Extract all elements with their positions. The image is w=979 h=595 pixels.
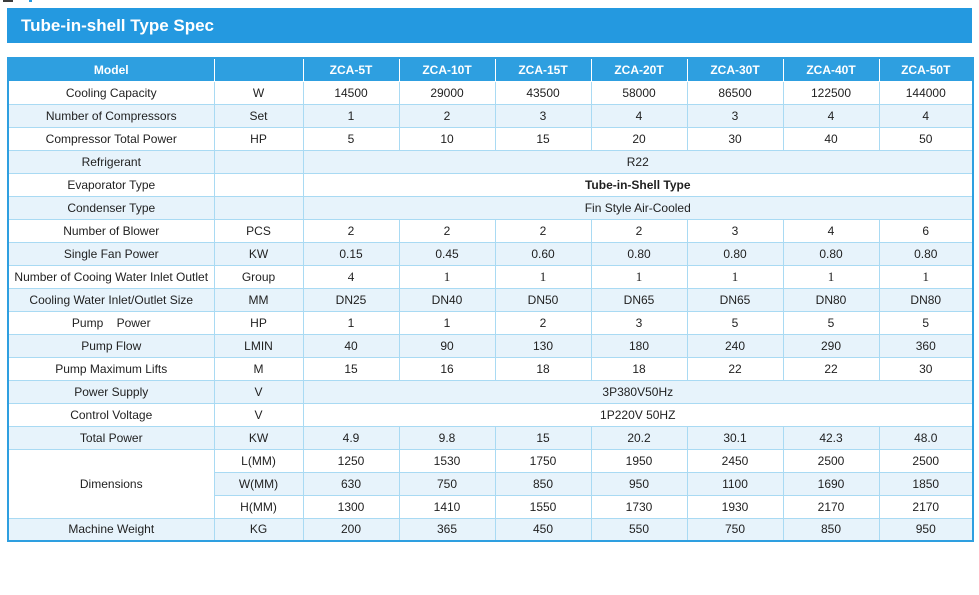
merged-value-cell: R22 [303, 150, 973, 173]
spec-value-cell: 1850 [879, 472, 973, 495]
row-unit: HP [214, 311, 303, 334]
spec-value-cell: 2 [399, 219, 495, 242]
row-unit: Set [214, 104, 303, 127]
spec-value-cell: 850 [783, 518, 879, 541]
spec-value-cell: 86500 [687, 81, 783, 104]
spec-value-cell: 50 [879, 127, 973, 150]
spec-value-cell: 30 [687, 127, 783, 150]
spec-value-cell: 1 [399, 311, 495, 334]
row-unit: M [214, 357, 303, 380]
spec-value-cell: 950 [591, 472, 687, 495]
spec-value-cell: 5 [879, 311, 973, 334]
spec-value-cell: 0.80 [783, 242, 879, 265]
spec-row [8, 196, 973, 219]
spec-value-cell: 15 [495, 426, 591, 449]
spec-value-cell: 0.15 [303, 242, 399, 265]
spec-value-cell: 1 [399, 265, 495, 288]
row-label: Pump Maximum Lifts [8, 357, 214, 380]
spec-value-cell: 180 [591, 334, 687, 357]
spec-value-cell: 43500 [495, 81, 591, 104]
spec-value-cell: 0.60 [495, 242, 591, 265]
spec-value-cell: 1950 [591, 449, 687, 472]
spec-value-cell: 4 [303, 265, 399, 288]
spec-value-cell: 630 [303, 472, 399, 495]
spec-value-cell: 10 [399, 127, 495, 150]
spec-value-cell: 3 [591, 311, 687, 334]
row-label: Evaporator Type [8, 173, 214, 196]
row-unit: PCS [214, 219, 303, 242]
spec-value-cell: 360 [879, 334, 973, 357]
spec-value-cell: 2 [495, 219, 591, 242]
spec-value-cell: DN25 [303, 288, 399, 311]
spec-value-cell: 6 [879, 219, 973, 242]
table-header-row [8, 58, 973, 81]
spec-value-cell: 130 [495, 334, 591, 357]
spec-value-cell: 14500 [303, 81, 399, 104]
spec-row [8, 104, 973, 127]
row-unit: MM [214, 288, 303, 311]
row-unit: W [214, 81, 303, 104]
row-label: Control Voltage [8, 403, 214, 426]
spec-value-cell: 20.2 [591, 426, 687, 449]
row-label: Compressor Total Power [8, 127, 214, 150]
model-column-header: ZCA-10T [399, 58, 495, 81]
spec-row [8, 81, 973, 104]
row-label: Number of Blower [8, 219, 214, 242]
spec-value-cell: 30.1 [687, 426, 783, 449]
row-unit: HP [214, 127, 303, 150]
model-column-header: ZCA-50T [879, 58, 973, 81]
spec-value-cell: 30 [879, 357, 973, 380]
spec-value-cell: 4 [591, 104, 687, 127]
row-unit: KG [214, 518, 303, 541]
spec-value-cell: 22 [783, 357, 879, 380]
spec-value-cell: DN40 [399, 288, 495, 311]
spec-value-cell: 1300 [303, 495, 399, 518]
spec-value-cell: 42.3 [783, 426, 879, 449]
spec-value-cell: 2 [591, 219, 687, 242]
spec-value-cell: 2170 [879, 495, 973, 518]
spec-value-cell: 0.45 [399, 242, 495, 265]
spec-value-cell: 1550 [495, 495, 591, 518]
spec-value-cell: 18 [591, 357, 687, 380]
model-column-header: ZCA-40T [783, 58, 879, 81]
spec-value-cell: 2500 [783, 449, 879, 472]
spec-value-cell: 1 [783, 265, 879, 288]
spec-value-cell: 40 [303, 334, 399, 357]
spec-value-cell: 0.80 [879, 242, 973, 265]
spec-value-cell: 58000 [591, 81, 687, 104]
spec-value-cell: 1750 [495, 449, 591, 472]
spec-value-cell: 4 [783, 219, 879, 242]
spec-value-cell: 750 [687, 518, 783, 541]
model-column-header: ZCA-5T [303, 58, 399, 81]
spec-row [8, 426, 973, 449]
spec-value-cell: 5 [783, 311, 879, 334]
spec-value-cell: 550 [591, 518, 687, 541]
spec-value-cell: DN65 [687, 288, 783, 311]
model-column-header: ZCA-15T [495, 58, 591, 81]
spec-value-cell: 9.8 [399, 426, 495, 449]
spec-value-cell: 1 [687, 265, 783, 288]
spec-value-cell: 1 [495, 265, 591, 288]
spec-row [8, 311, 973, 334]
spec-value-cell: 1100 [687, 472, 783, 495]
spec-value-cell: 1930 [687, 495, 783, 518]
spec-value-cell: 3 [687, 104, 783, 127]
merged-value-cell: 3P380V50Hz [303, 380, 973, 403]
row-unit: Group [214, 265, 303, 288]
spec-value-cell: 450 [495, 518, 591, 541]
spec-value-cell: 5 [687, 311, 783, 334]
spec-value-cell: 240 [687, 334, 783, 357]
spec-row [8, 265, 973, 288]
row-unit: LMIN [214, 334, 303, 357]
spec-value-cell: DN65 [591, 288, 687, 311]
merged-value-cell: 1P220V 50HZ [303, 403, 973, 426]
spec-row [8, 127, 973, 150]
row-unit [214, 196, 303, 219]
row-label: Number of Cooing Water Inlet Outlet [8, 265, 214, 288]
spec-value-cell: 365 [399, 518, 495, 541]
spec-value-cell: 122500 [783, 81, 879, 104]
spec-value-cell: 290 [783, 334, 879, 357]
spec-value-cell: 16 [399, 357, 495, 380]
spec-value-cell: 2170 [783, 495, 879, 518]
row-label: Power Supply [8, 380, 214, 403]
spec-value-cell: 5 [303, 127, 399, 150]
spec-row [8, 403, 973, 426]
model-header-cell: Model [8, 58, 214, 81]
spec-value-cell: 0.80 [687, 242, 783, 265]
spec-value-cell: 20 [591, 127, 687, 150]
row-unit: H(MM) [214, 495, 303, 518]
row-label: Single Fan Power [8, 242, 214, 265]
spec-value-cell: DN80 [879, 288, 973, 311]
spec-value-cell: 3 [495, 104, 591, 127]
spec-value-cell: 1 [879, 265, 973, 288]
row-unit: W(MM) [214, 472, 303, 495]
row-unit: V [214, 403, 303, 426]
spec-table-container [7, 57, 972, 542]
spec-value-cell: 4 [783, 104, 879, 127]
row-label: Number of Compressors [8, 104, 214, 127]
spec-row [8, 334, 973, 357]
spec-value-cell: 2 [303, 219, 399, 242]
spec-value-cell: 850 [495, 472, 591, 495]
spec-value-cell: 1690 [783, 472, 879, 495]
spec-value-cell: 4 [879, 104, 973, 127]
spec-value-cell: 90 [399, 334, 495, 357]
spec-value-cell: 950 [879, 518, 973, 541]
spec-row [8, 357, 973, 380]
spec-row [8, 380, 973, 403]
row-label: Pump Power [8, 311, 214, 334]
unit-header-cell [214, 58, 303, 81]
row-label: Pump Flow [8, 334, 214, 357]
spec-value-cell: 3 [687, 219, 783, 242]
spec-value-cell: 1530 [399, 449, 495, 472]
cursor-fragment-icon [29, 0, 32, 2]
row-label: Cooling Water Inlet/Outlet Size [8, 288, 214, 311]
page-title: Tube-in-shell Type Spec [21, 15, 215, 35]
row-label: Machine Weight [8, 518, 214, 541]
spec-row [8, 518, 973, 541]
spec-row [8, 173, 973, 196]
spec-value-cell: 750 [399, 472, 495, 495]
merged-value-cell: Tube-in-Shell Type [303, 173, 973, 196]
window-chrome-fragment-icon [3, 0, 13, 2]
model-column-header: ZCA-20T [591, 58, 687, 81]
row-label: Dimensions [8, 449, 214, 518]
row-label: Cooling Capacity [8, 81, 214, 104]
spec-value-cell: 40 [783, 127, 879, 150]
spec-value-cell: 1250 [303, 449, 399, 472]
spec-value-cell: DN80 [783, 288, 879, 311]
row-label: Total Power [8, 426, 214, 449]
spec-value-cell: 2 [399, 104, 495, 127]
spec-value-cell: DN50 [495, 288, 591, 311]
spec-row [8, 288, 973, 311]
row-label: Condenser Type [8, 196, 214, 219]
spec-value-cell: 0.80 [591, 242, 687, 265]
spec-value-cell: 144000 [879, 81, 973, 104]
spec-value-cell: 48.0 [879, 426, 973, 449]
spec-value-cell: 15 [495, 127, 591, 150]
spec-value-cell: 200 [303, 518, 399, 541]
spec-value-cell: 2 [495, 311, 591, 334]
model-column-header: ZCA-30T [687, 58, 783, 81]
row-unit: KW [214, 426, 303, 449]
spec-value-cell: 22 [687, 357, 783, 380]
spec-row [8, 219, 973, 242]
spec-row [8, 242, 973, 265]
spec-value-cell: 1410 [399, 495, 495, 518]
spec-value-cell: 2450 [687, 449, 783, 472]
spec-table [7, 57, 974, 542]
spec-value-cell: 29000 [399, 81, 495, 104]
spec-value-cell: 1730 [591, 495, 687, 518]
spec-row [8, 150, 973, 173]
row-unit: KW [214, 242, 303, 265]
row-unit: V [214, 380, 303, 403]
row-unit [214, 173, 303, 196]
spec-value-cell: 18 [495, 357, 591, 380]
spec-value-cell: 1 [303, 311, 399, 334]
row-unit [214, 150, 303, 173]
merged-value-cell: Fin Style Air-Cooled [303, 196, 973, 219]
spec-value-cell: 1 [303, 104, 399, 127]
spec-value-cell: 1 [591, 265, 687, 288]
spec-row [8, 449, 973, 472]
row-unit: L(MM) [214, 449, 303, 472]
row-label: Refrigerant [8, 150, 214, 173]
spec-value-cell: 2500 [879, 449, 973, 472]
spec-value-cell: 15 [303, 357, 399, 380]
page-title-bar [7, 8, 972, 43]
spec-value-cell: 4.9 [303, 426, 399, 449]
